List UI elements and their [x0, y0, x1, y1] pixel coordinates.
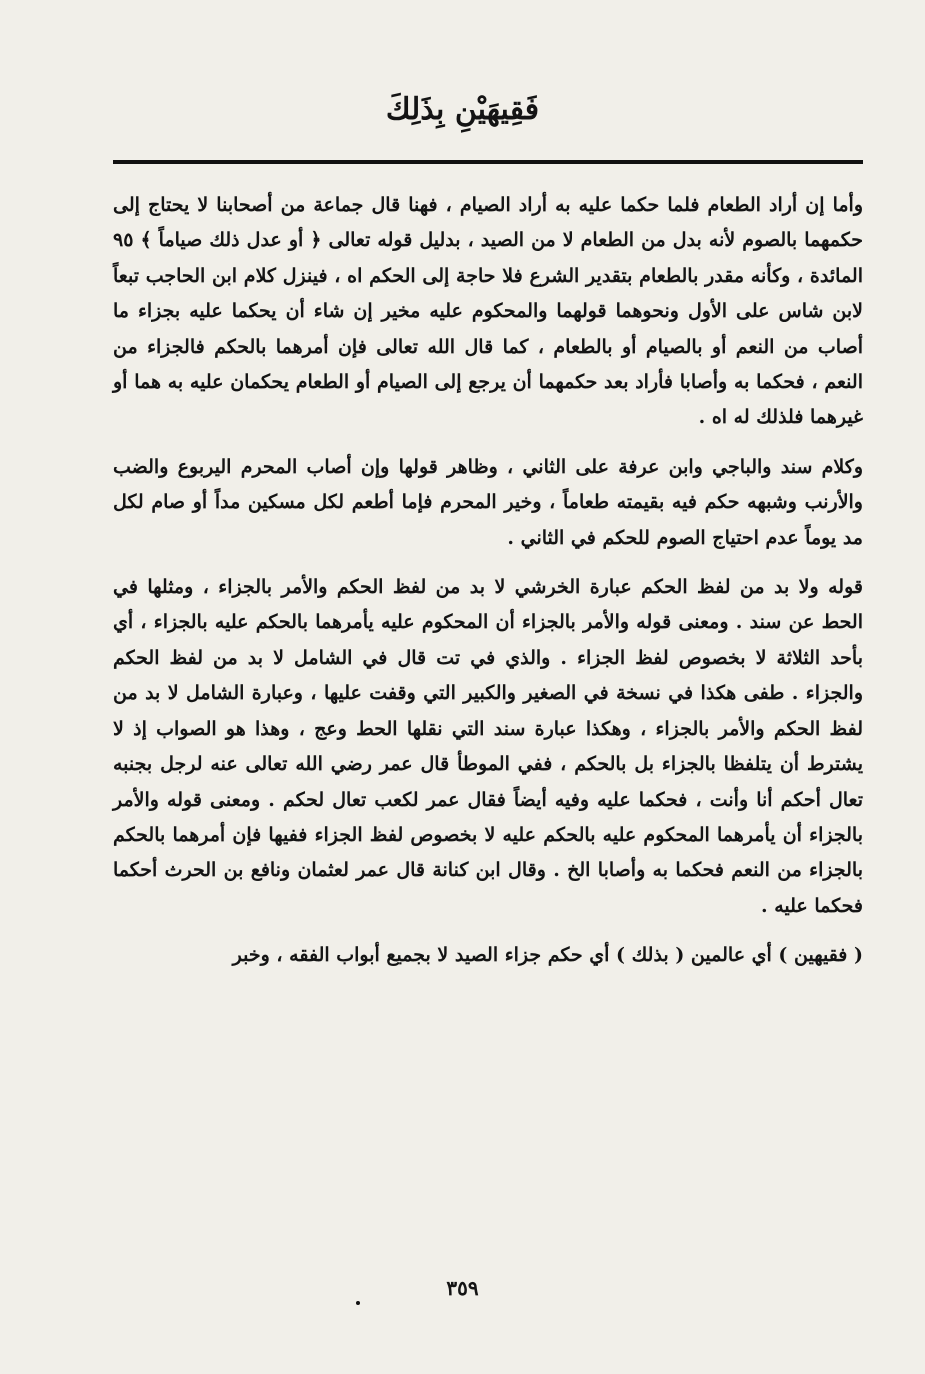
paragraph-2: وكلام سند والباجي وابن عرفة على الثاني ، وظاهر قولها وإن أصاب المحرم اليربوع والضب والأرنب وشبهه حكم فيه بقيمته طعاماً ، وخير المحرم فإما أطعم لكل مسكين مداً أو صام لكل مد يوماً عدم احتياج الصوم للحكم في الثاني . [113, 455, 863, 549]
header-divider [113, 160, 863, 164]
paragraph-4: ( فقيهين ) أي عالمين ( بذلك ) أي حكم جزاء الصيد لا بجميع أبواب الفقه ، وخبر [232, 944, 863, 967]
ink-speck [356, 1301, 360, 1305]
page-number: ٣٥٩ [446, 1276, 479, 1300]
paragraph-1: وأما إن أراد الطعام فلما حكما عليه به أراد الصيام ، فهنا قال جماعة من أصحابنا لا يحتاج إلى حكمهما بالصوم لأنه بدل من الطعام لا من الصيد ، بدليل قوله تعالى ﴿ أو عدل ذلك صياماً ﴾ ٩٥ المائدة ، وكأنه مقدر بالطعام بتقدير الشرع فلا حاجة إلى الحكم اه ، فينزل كلام ابن الحاجب تبعاً لابن شاس على الأول ونحوهما قولهما والمحكوم عليه مخير إن شاء أن يحكما عليه بجزاء ما أصاب من النعم أو بالصيام أو بالطعام ، كما قال الله تعالى فإن أمرهما بالحكم فالجزاء من النعم ، فحكما به وأصابا فأراد بعد حكمهما أن يرجع إلى الصيام أو الطعام يحكمان عليه به هما أو غيرهما فلذلك له اه . [113, 194, 863, 429]
paragraph-3: قوله ولا بد من لفظ الحكم عبارة الخرشي لا بد من لفظ الحكم والأمر بالجزاء ، ومثلها في الحط عن سند . ومعنى قوله والأمر بالجزاء أن المحكوم عليه يأمرهما بالحكم عليه بالجزاء ، أي بأحد الثلاثة لا بخصوص لفظ الجزاء . والذي في تت قال في الشامل لا بد من لفظ الحكم والجزاء . طفى هكذا في نسخة في الصغير والكبير التي وقفت عليها ، وعبارة الشامل لا بد من لفظ الحكم والأمر بالجزاء ، وهكذا عبارة سند التي نقلها الحط وعج ، وهذا هو الصواب إذ لا يشترط أن يتلفظا بالجزاء بل بالحكم ، ففي الموطأ قال عمر رضي الله تعالى عنه لرجل بجنبه تعال أحكم أنا وأنت ، فحكما عليه وفيه أيضاً فقال عمر لكعب تعال لحكم . ومعنى قوله والأمر بالجزاء أن يأمرهما المحكوم عليه بالحكم عليه لا بخصوص لفظ الجزاء ففيها فإن أمرهما بالحكم بالجزاء من النعم فحكما به وأصابا الخ . وقال ابن كنانة قال عمر لعثمان ونافع بن الحرث أحكما فحكما عليه . [113, 576, 863, 917]
page-body [113, 188, 863, 988]
page-header-title: فَقِيهَيْنِ بِذَلِكَ [385, 92, 540, 127]
